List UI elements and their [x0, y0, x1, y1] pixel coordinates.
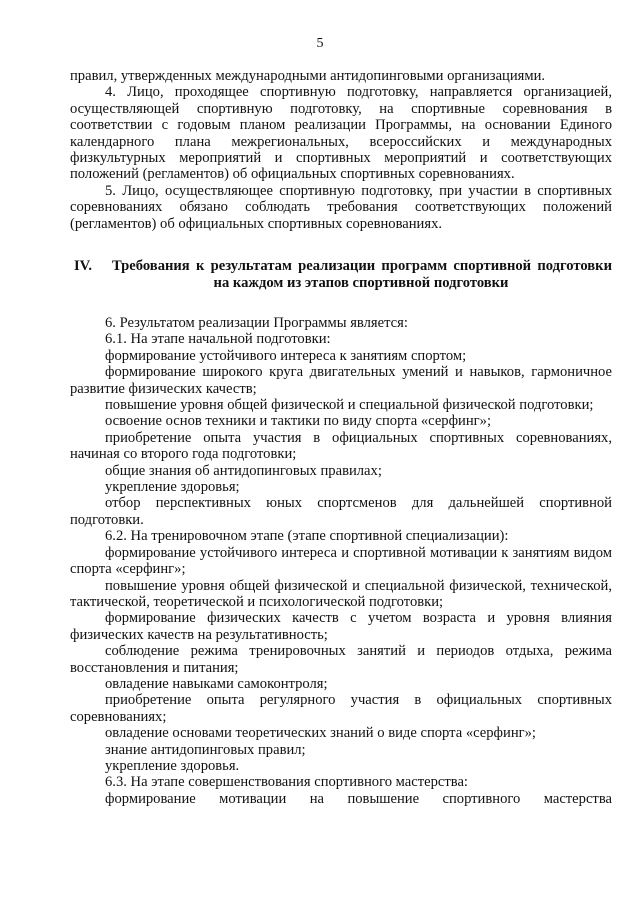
- paragraph: повышение уровня общей физической и специальной физической подготовки;: [105, 397, 594, 414]
- paragraph: соблюдение режима тренировочных занятий и периодов отдыха, режима восстановления и питания;: [70, 643, 612, 676]
- paragraph: овладение навыками самоконтроля;: [105, 675, 328, 692]
- paragraph: общие знания об антидопинговых правилах;: [105, 462, 382, 479]
- paragraph: формирование устойчивого интереса и спортивной мотивации к занятиям видом спорта «серфинг»;: [70, 544, 612, 578]
- section-heading: [70, 258, 612, 292]
- paragraph: укрепление здоровья.: [105, 757, 240, 774]
- paragraph: 6.2. На тренировочном этапе (этапе спортивной специализации):: [105, 528, 509, 545]
- paragraph: приобретение опыта участия в официальных спортивных соревнованиях, начиная со второго года подготовки;: [70, 429, 612, 463]
- paragraph: 6. Результатом реализации Программы является:: [105, 315, 408, 331]
- paragraph: приобретение опыта регулярного участия в официальных спортивных соревнованиях;: [70, 692, 612, 725]
- paragraph: 6.1. На этапе начальной подготовки:: [105, 331, 331, 348]
- paragraph: овладение основами теоретических знаний о виде спорта «серфинг»;: [105, 725, 536, 742]
- paragraph: формирование устойчивого интереса к занятиям спортом;: [105, 347, 467, 364]
- paragraph: формирование широкого круга двигательных умений и навыков, гармоничное развитие физических качеств;: [70, 364, 612, 397]
- paragraph: правил, утвержденных международными антидопинговыми организациями.: [70, 68, 546, 84]
- top-paragraphs: [70, 68, 612, 232]
- paragraph: отбор перспективных юных спортсменов для дальнейшей спортивной подготовки.: [70, 495, 612, 528]
- paragraph: формирование мотивации на повышение спортивного мастерства: [105, 790, 612, 807]
- paragraph: повышение уровня общей физической и специальной физической, технической, тактической, теоретической и психологической подготовки;: [70, 577, 612, 610]
- paragraph: знание антидопинговых правил;: [105, 741, 306, 758]
- paragraph: 4. Лицо, проходящее спортивную подготовку, направляется организацией, осуществляющей спортивную подготовку, на спортивные соревнования в соответствии с годовым планом реализации Программы, на основании Единого календарного плана межрегиональных, всероссийских и международных физкультурных мероприятий и спортивных мероприятий и соответствующих положений (регламентов) об официальных спортивных соревнованиях.: [70, 84, 612, 183]
- section-number: IV.: [74, 258, 92, 274]
- paragraph: 5. Лицо, осуществляющее спортивную подготовку, при участии в спортивных соревнованиях обязано соблюдать требования соответствующих положений (регламентов) об официальных спортивных соревнованиях.: [70, 182, 612, 232]
- main-paragraphs: [70, 315, 612, 807]
- paragraph: 6.3. На этапе совершенствования спортивного мастерства:: [105, 774, 468, 791]
- paragraph: формирование физических качеств с учетом возраста и уровня влияния физических качеств на результативность;: [70, 610, 612, 643]
- section-title-line-2: на каждом из этапов спортивной подготовки: [213, 275, 509, 291]
- section-title-line-1: Требования к результатам реализации программ спортивной подготовки: [112, 258, 612, 274]
- paragraph: укрепление здоровья;: [105, 479, 240, 496]
- page-number: 5: [316, 36, 324, 51]
- paragraph: освоение основ техники и тактики по виду спорта «серфинг»;: [105, 413, 492, 430]
